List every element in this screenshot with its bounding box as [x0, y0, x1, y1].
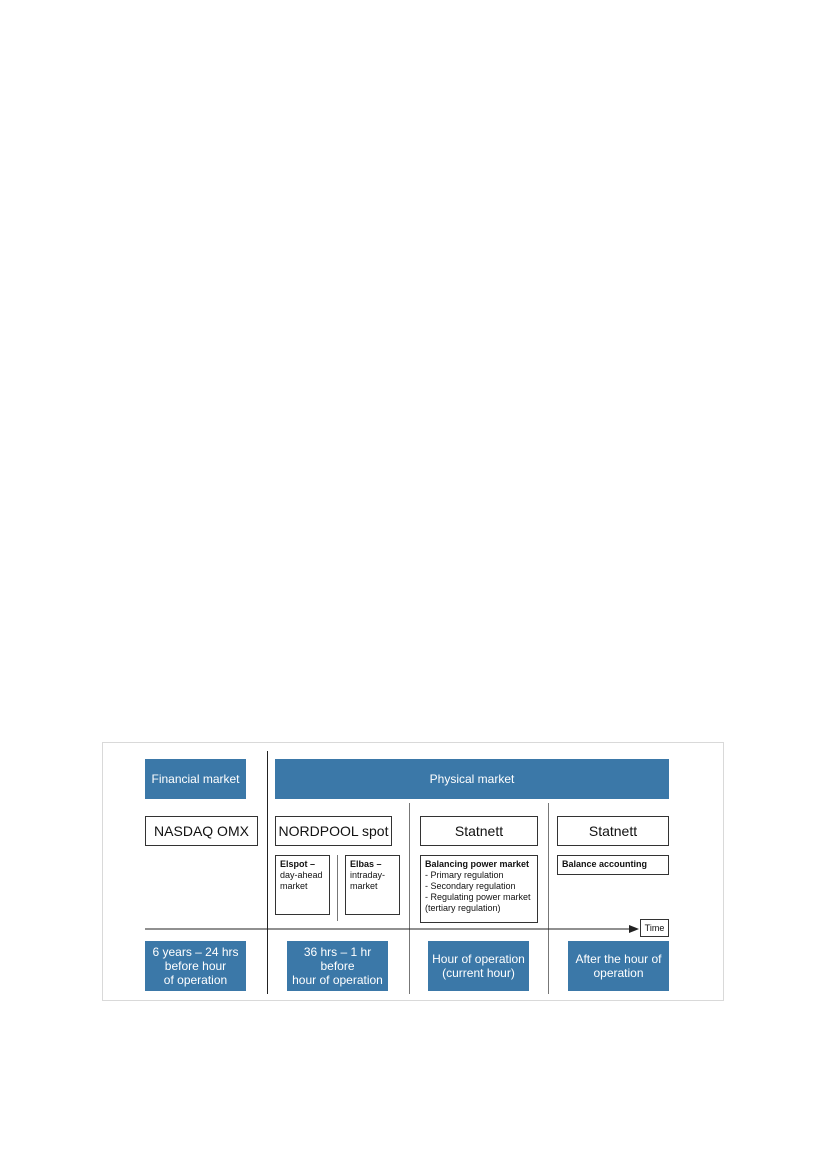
time-axis-arrow: [145, 923, 639, 935]
nordpool-spot-box: NORDPOOL spot: [275, 816, 392, 846]
elspot-desc-line-2: market: [280, 881, 308, 891]
elbas-box: [345, 855, 400, 915]
nasdaq-omx-box: NASDAQ OMX: [145, 816, 258, 846]
separator-elspot-elbas: [337, 855, 338, 921]
separator-nordpool-statnett: [409, 803, 410, 994]
elbas-desc-line-1: intraday-: [350, 870, 386, 880]
separator-financial-physical: [267, 751, 268, 994]
balance-accounting-label: Balance accounting: [562, 859, 648, 869]
period-box-operation-hour: Hour of operation (current hour): [428, 941, 529, 991]
balancing-title: Balancing power market: [425, 859, 530, 869]
period-box-day-ahead-intraday: 36 hrs – 1 hr before hour of operation: [287, 941, 388, 991]
balancing-item: - Regulating power market: [425, 892, 531, 902]
elspot-desc-line-1: day-ahead: [280, 870, 323, 880]
period-box-after-operation: After the hour of operation: [568, 941, 669, 991]
period-box-financial: 6 years – 24 hrs before hour of operation: [145, 941, 246, 991]
elspot-title: Elspot –: [280, 859, 316, 869]
separator-statnett-statnett: [548, 803, 549, 994]
elbas-title: Elbas –: [350, 859, 382, 869]
time-label-box: Time: [640, 919, 669, 937]
balancing-item: (tertiary regulation): [425, 903, 501, 913]
balancing-item: - Secondary regulation: [425, 881, 516, 891]
financial-market-header: Financial market: [145, 759, 246, 799]
statnett-box-balancing: Statnett: [420, 816, 538, 846]
elspot-box: [275, 855, 330, 915]
physical-market-header: Physical market: [275, 759, 669, 799]
elbas-desc-line-2: market: [350, 881, 378, 891]
balancing-power-market-box: [420, 855, 538, 923]
statnett-box-accounting: Statnett: [557, 816, 669, 846]
balance-accounting-box: [557, 855, 669, 875]
market-timeline-diagram: [102, 742, 724, 1001]
balancing-item: - Primary regulation: [425, 870, 504, 880]
